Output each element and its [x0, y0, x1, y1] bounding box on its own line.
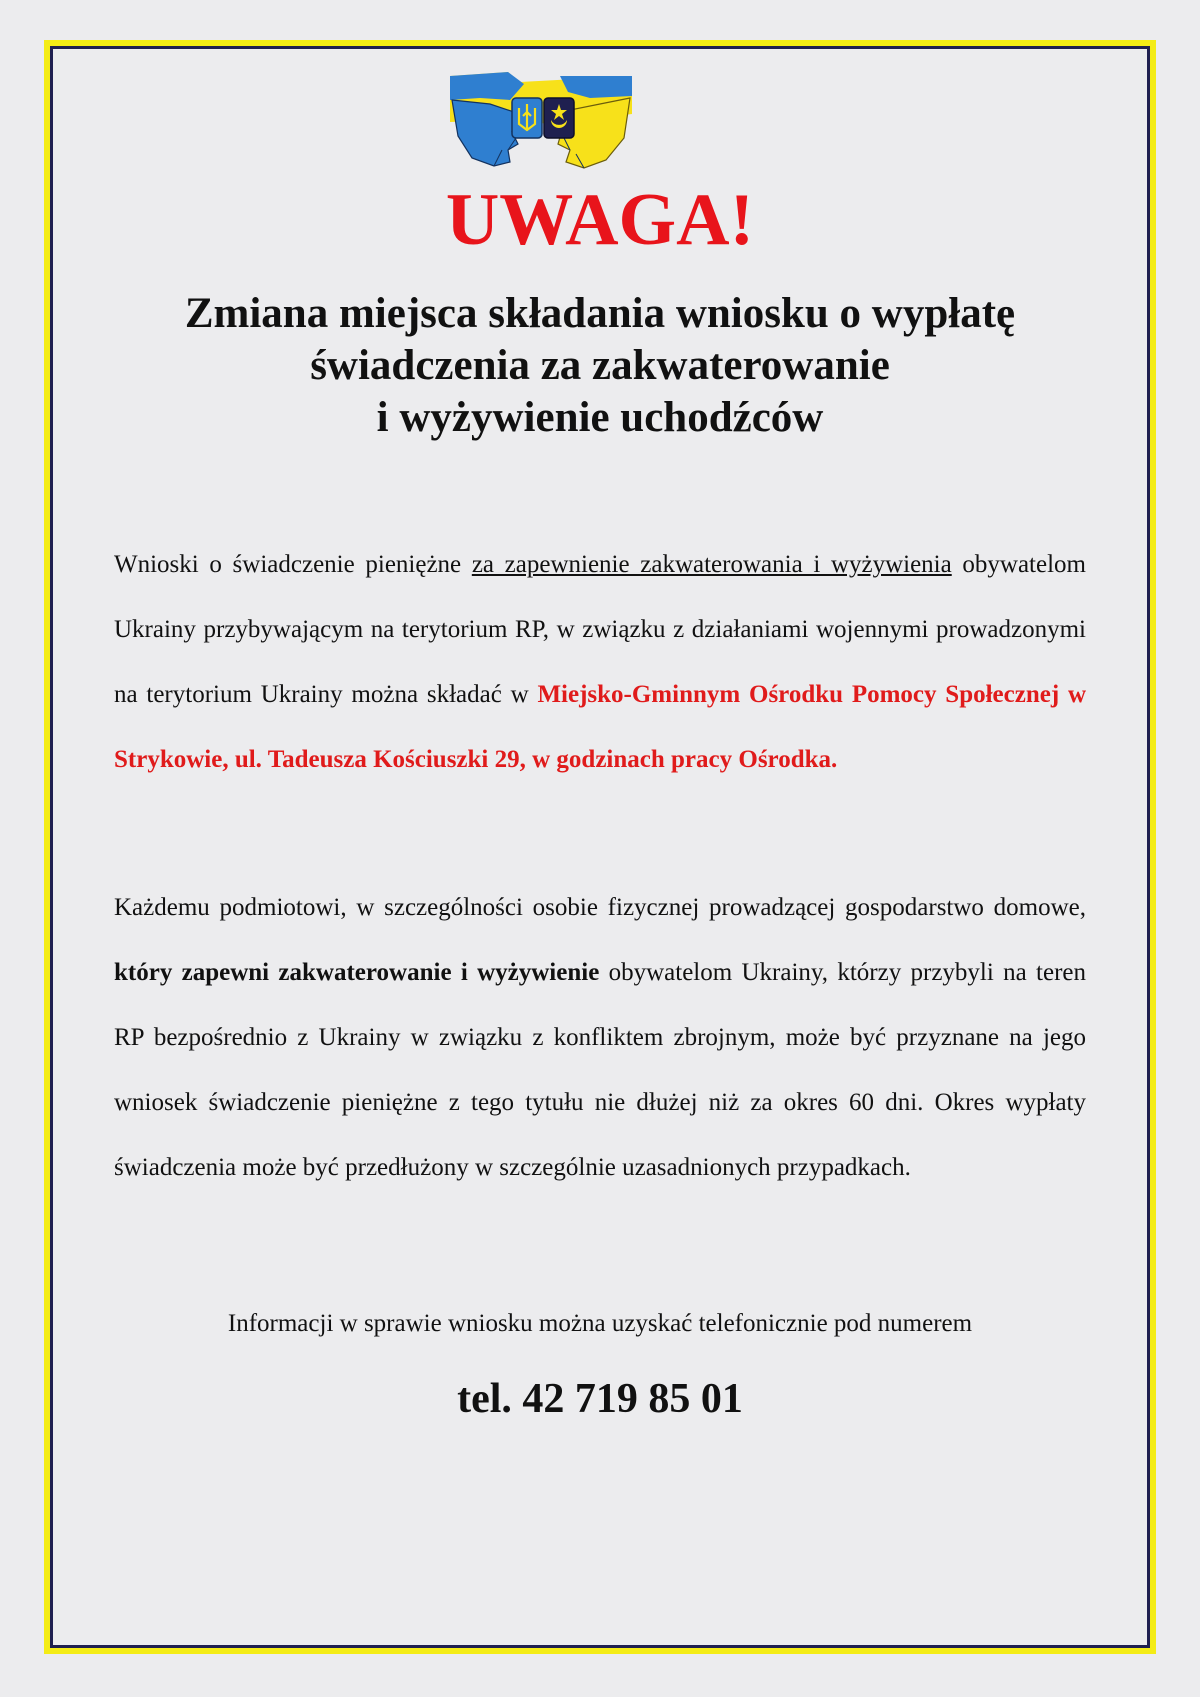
headline-warning: UWAGA!: [445, 179, 755, 261]
subtitle-line-3: i wyżywienie uchodźców: [376, 394, 824, 441]
paragraph-application-location: [114, 532, 1086, 792]
paragraph-benefit-rules: [114, 875, 1086, 1200]
paragraph2-rest: obywatelom Ukrainy, którzy przybyli na teren RP bezpośrednio z Ukrainy w związku z konfliktem zbrojnym, może być przyznane na jego wniosek świadczenie pieniężne z tego tytułu nie dłużej niż za okres 60 dni. Okres wypłaty świadczenia może być przedłużony w szczególnie uzasadnionych przypadkach.: [114, 959, 1086, 1181]
paragraph2-intro: Każdemu podmiotowi, w szczególności osobie fizycznej prowadzącej gospodarstwo domowe,: [114, 894, 1086, 921]
subtitle-line-1: Zmiana miejsca składania wniosku o wypłatę: [184, 290, 1016, 337]
phone-number: tel. 42 719 85 01: [457, 1376, 743, 1422]
paragraph1-office-address: Miejsko-Gminnym Ośrodku Pomocy Społecznej w Strykowie, ul. Tadeusza Kościuszki 29, w godzinach pracy Ośrodka.: [114, 681, 1087, 773]
paragraph1-middle: obywatelom Ukrainy przybywającym na terytorium RP, w związku z działaniami wojennymi prowadzonymi na terytorium Ukrainy można składać w: [114, 551, 1086, 708]
paragraph1-intro: Wnioski o świadczenie pieniężne: [114, 551, 472, 578]
subtitle: [100, 288, 1100, 444]
subtitle-line-2: świadczenia za zakwaterowanie: [310, 342, 890, 389]
info-line: Informacji w sprawie wniosku można uzyskać telefonicznie pod numerem: [227, 1310, 973, 1337]
handshake-logo-icon: [450, 70, 632, 172]
paragraph1-underlined: za zapewnienie zakwaterowania i wyżywienia: [471, 551, 952, 578]
paragraph2-bold: który zapewni zakwaterowanie i wyżywienie: [114, 959, 600, 986]
